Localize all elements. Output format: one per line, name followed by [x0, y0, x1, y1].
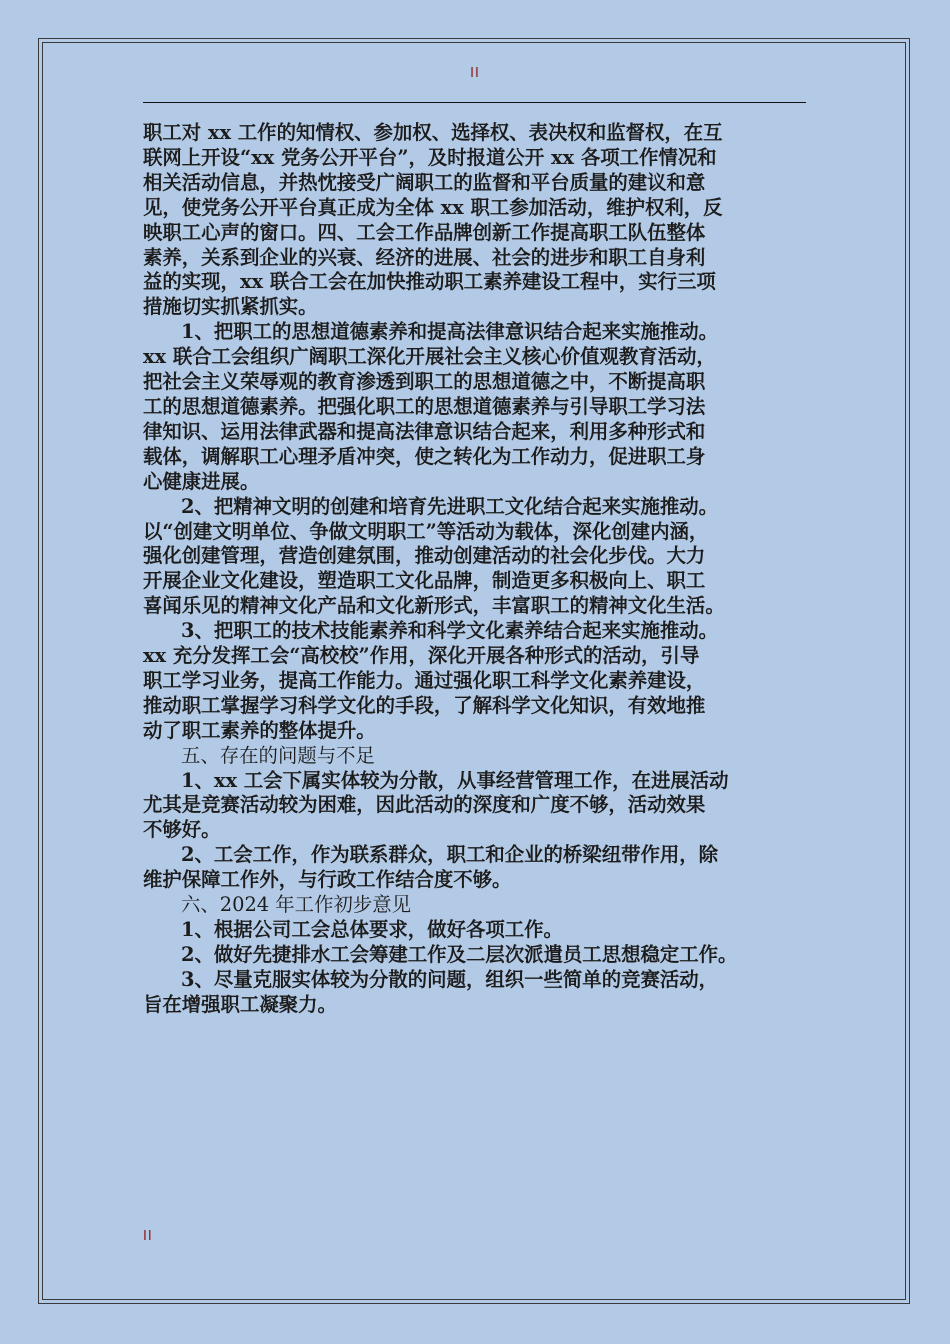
body-line: 素养，关系到企业的兴衰、经济的进展、社会的进步和职工自身利 [143, 245, 706, 269]
body-line: 工的思想道德素养。把强化职工的思想道德素养与引导职工学习法 [143, 394, 706, 418]
body-line: 映职工心声的窗口。四、工会工作品牌创新工作提高职工队伍整体 [143, 220, 706, 244]
body-line: 载体，调解职工心理矛盾冲突，使之转化为工作动力，促进职工身 [143, 444, 706, 468]
body-line: 3、把职工的技术技能素养和科学文化素养结合起来实施推动。 [181, 619, 719, 643]
body-line: 喜闻乐见的精神文化产品和文化新形式，丰富职工的精神文化生活。 [143, 594, 725, 618]
body-line: 维护保障工作外，与行政工作结合度不够。 [143, 868, 512, 892]
body-line: 旨在增强职工凝聚力。 [143, 992, 337, 1016]
body-line: 推动职工掌握学习科学文化的手段，了解科学文化知识，有效地推 [143, 693, 706, 717]
body-line: 律知识、运用法律武器和提高法律意识结合起来，利用多种形式和 [143, 419, 706, 443]
body-line: 强化创建管理，营造创建氛围，推动创建活动的社会化步伐。大力 [143, 544, 706, 568]
body-line: 职工对 xx 工作的知情权、参加权、选择权、表决权和监督权，在互 [143, 121, 723, 144]
body-line: 见，使党务公开平台真正成为全体 xx 职工参加活动，维护权利，反 [143, 195, 723, 219]
body-line: 联网上开设“xx 党务公开平台”，及时报道公开 xx 各项工作情况和 [143, 145, 717, 169]
body-line: 1、根据公司工会总体要求，做好各项工作。 [181, 918, 563, 941]
footer-mark: II [143, 1229, 153, 1244]
body-line: 措施切实抓紧抓实。 [143, 295, 318, 319]
body-line: 职工学习业务，提高工作能力。通过强化职工科学文化素养建设， [143, 668, 706, 692]
body-line: 心健康进展。 [143, 469, 260, 493]
body-line: 相关活动信息，并热忱接受广阔职工的监督和平台质量的建议和意 [143, 170, 706, 194]
body-line: 开展企业文化建设，塑造职工文化品牌，制造更多积极向上、职工 [143, 569, 706, 593]
body-line: 1、把职工的思想道德素养和提高法律意识结合起来实施推动。 [181, 320, 719, 344]
body-line: 以“创建文明单位、争做文明职工”等活动为载体，深化创建内涵， [143, 519, 709, 543]
header-rule [143, 102, 806, 103]
body-line: 2、把精神文明的创建和培育先进职工文化结合起来实施推动。 [181, 494, 719, 518]
body-line: 益的实现，xx 联合工会在加快推动职工素养建设工程中，实行三项 [143, 270, 716, 294]
section-heading: 五、存在的问题与不足 [181, 743, 375, 767]
header-mark: II [470, 66, 480, 81]
body-line: 2、做好先捷排水工会筹建工作及二层次派遣员工思想稳定工作。 [181, 942, 738, 966]
body-line: 不够好。 [143, 818, 221, 842]
body-line: 1、xx 工会下属实体较为分散，从事经营管理工作，在进展活动 [181, 768, 729, 792]
body-line: xx 充分发挥工会“高校校”作用，深化开展各种形式的活动，引导 [143, 644, 700, 668]
body-line: xx 联合工会组织广阔职工深化开展社会主义核心价值观教育活动， [143, 345, 716, 369]
body-line: 2、工会工作，作为联系群众，职工和企业的桥梁纽带作用，除 [181, 843, 719, 867]
body-line: 尤其是竞赛活动较为困难，因此活动的深度和广度不够，活动效果 [143, 793, 706, 817]
section-heading: 六、2024 年工作初步意见 [181, 893, 412, 917]
body-line: 把社会主义荣辱观的教育渗透到职工的思想道德之中，不断提高职 [143, 370, 706, 394]
document-body [143, 121, 811, 1018]
body-line: 3、尽量克服实体较为分散的问题，组织一些简单的竞赛活动， [181, 967, 719, 991]
body-line: 动了职工素养的整体提升。 [143, 718, 376, 742]
